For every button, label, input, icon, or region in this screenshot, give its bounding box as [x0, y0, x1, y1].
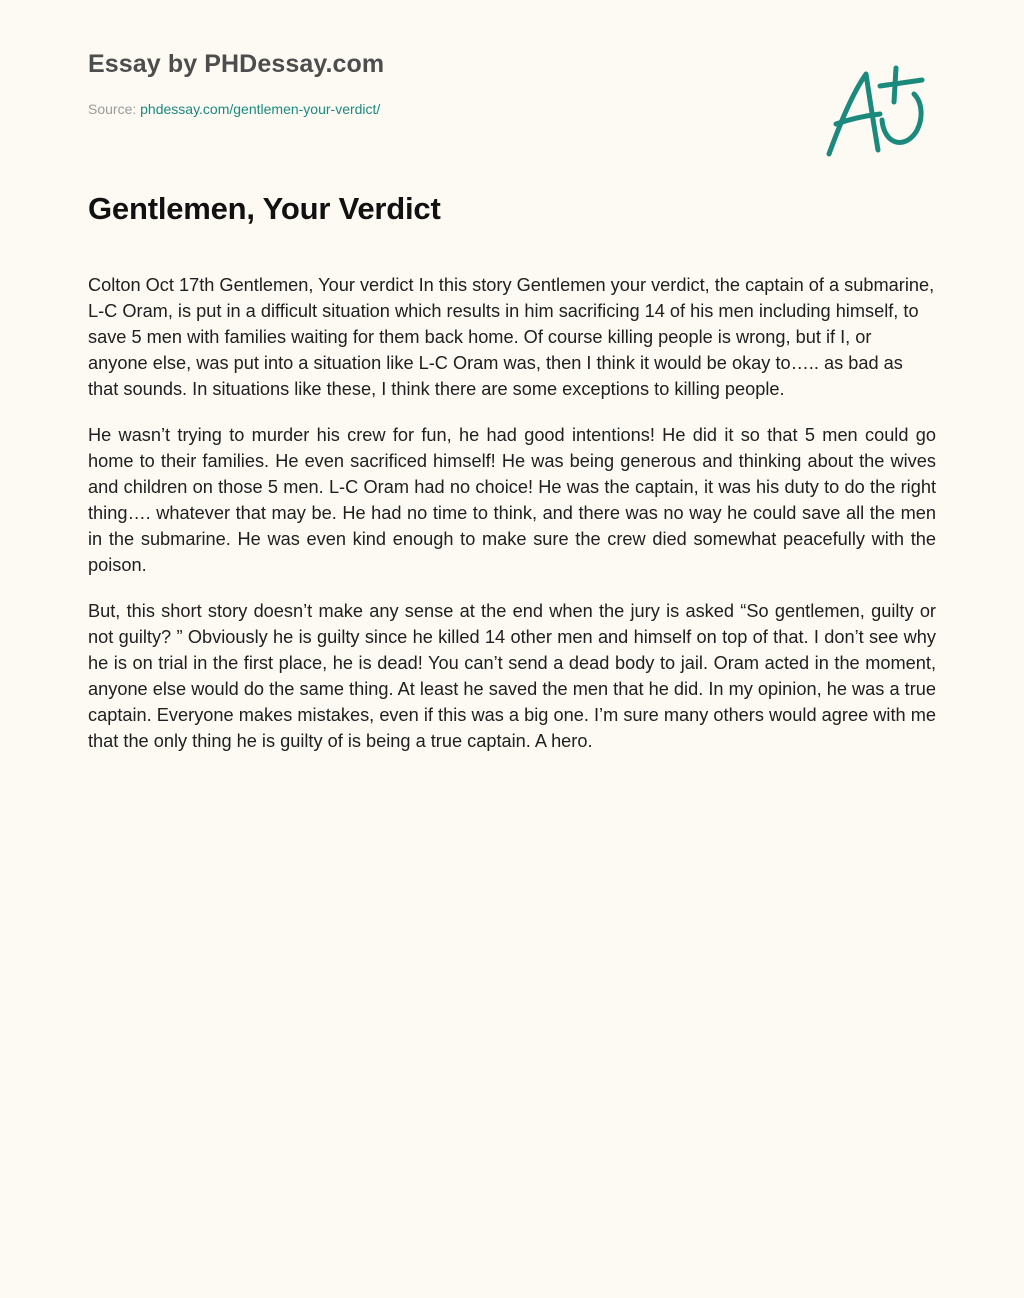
essay-title: Gentlemen, Your Verdict [88, 191, 441, 226]
essay-body [88, 272, 936, 774]
essay-paragraph: But, this short story doesn’t make any sense at the end when the jury is asked “So gentlemen, guilty or not guilty? ” Obviously he is guilty since he killed 14 other men and himself on top of that. I don’t see why he is on trial in the first place, he is dead! You can’t send a dead body to jail. Oram acted in the moment, anyone else would do the same thing. At least he saved the men that he did. In my opinion, he was a true captain. Everyone makes mistakes, even if this was a big one. I’m sure many others would agree with me that the only thing he is guilty of is being a true captain. A hero. [88, 601, 936, 751]
source-link[interactable]: phdessay.com/gentlemen-your-verdict/ [140, 101, 381, 117]
a-plus-grade-icon [822, 62, 930, 162]
source-label: Source: [88, 101, 137, 117]
essay-paragraph: He wasn’t trying to murder his crew for fun, he had good intentions! He did it so that 5 men could go home to their families. He even sacrificed himself! He was being generous and thinking about the wives and children on those 5 men. L-C Oram had no choice! He was the captain, it was his duty to do the right thing…. whatever that may be. He had no time to think, and there was no way he could save all the men in the submarine. He was even kind enough to make sure the crew died somewhat peacefully with the poison. [88, 425, 936, 575]
site-brand: Essay by PHDessay.com [88, 50, 385, 78]
source-line [88, 101, 380, 117]
essay-paragraph: Colton Oct 17th Gentlemen, Your verdict In this story Gentlemen your verdict, the captain of a submarine, L-C Oram, is put in a difficult situation which results in him sacrificing 14 of his men including himself, to save 5 men with families waiting for them back home. Of course killing people is wrong, but if I, or anyone else, was put into a situation like L-C Oram was, then I think it would be okay to….. as bad as that sounds. In situations like these, I think there are some exceptions to killing people. [88, 275, 935, 399]
